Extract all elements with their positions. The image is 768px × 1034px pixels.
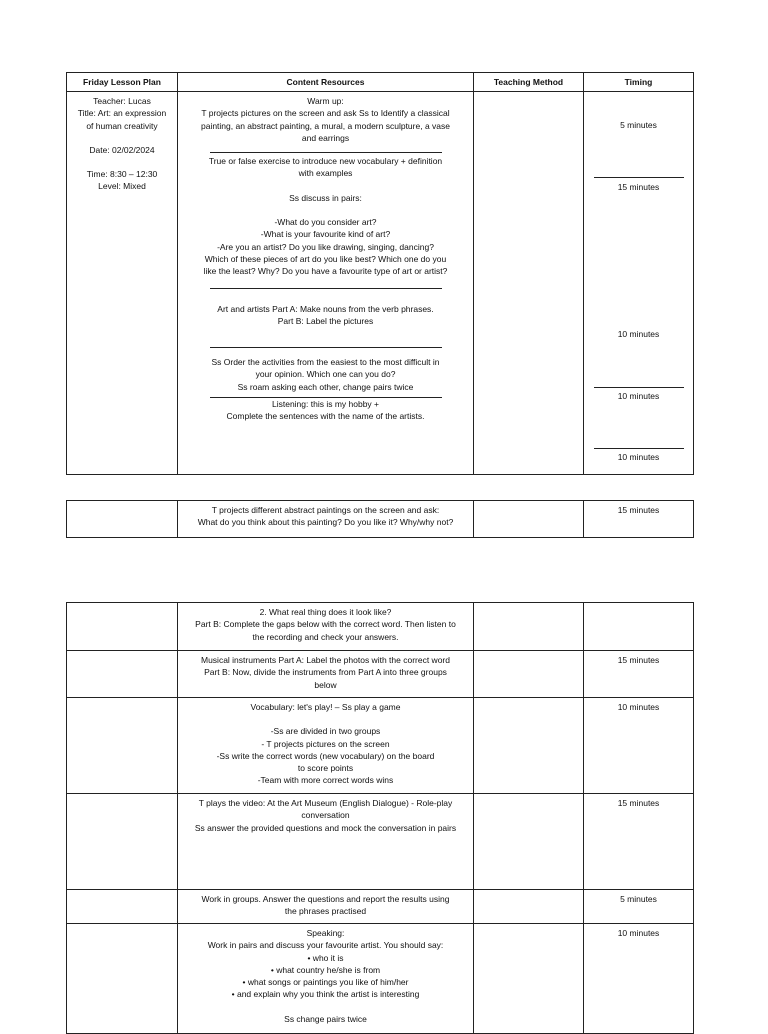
teaching-method-cell xyxy=(474,924,584,1034)
teaching-method-cell xyxy=(474,92,584,475)
lesson-title-line-1: Title: Art: an expression xyxy=(77,108,167,119)
empty-cell xyxy=(67,794,178,890)
lesson-row xyxy=(67,603,694,651)
content-cell xyxy=(178,501,474,538)
empty-cell xyxy=(67,890,178,924)
timing-cell: 15 minutes xyxy=(584,794,694,890)
timing-cell: 5 minutes xyxy=(584,890,694,924)
lesson-main-row xyxy=(67,92,694,475)
empty-cell xyxy=(67,924,178,1034)
warmup-text-line: painting, an abstract painting, a mural, a modern sculpture, a vase xyxy=(200,120,450,131)
empty-cell xyxy=(67,603,178,651)
lesson-row xyxy=(67,890,694,924)
content-line: Speaking: xyxy=(306,928,345,938)
timing-separator xyxy=(594,177,684,178)
activities-table xyxy=(66,602,694,1034)
discussion-question: like the least? Why? Do you have a favourite type of art or artist? xyxy=(203,266,448,277)
header-lesson-plan: Friday Lesson Plan xyxy=(67,73,178,92)
order-text-line: your opinion. Which one can you do? xyxy=(255,369,396,380)
warmup-text-line: and earrings xyxy=(301,132,350,143)
content-line: Ss change pairs twice xyxy=(284,1013,367,1024)
content-line: - T projects pictures on the screen xyxy=(261,738,390,749)
warmup-text-line: T projects pictures on the screen and ask Ss to Identify a classical xyxy=(201,108,450,119)
truefalse-text-line: True or false exercise to introduce new vocabulary + definition xyxy=(208,156,443,167)
lesson-row xyxy=(67,794,694,890)
content-line: -Ss are divided in two groups xyxy=(270,726,381,737)
spacer xyxy=(182,1001,469,1013)
content-resources-cell xyxy=(178,92,474,475)
content-line: 2. What real thing does it look like? xyxy=(259,607,392,617)
teaching-method-cell xyxy=(474,890,584,924)
header-content-resources: Content Resources xyxy=(178,73,474,92)
spacer xyxy=(182,289,469,303)
content-cell xyxy=(178,603,474,651)
lesson-plan-table xyxy=(66,72,694,475)
truefalse-text-line: with examples xyxy=(298,168,353,179)
lesson-row xyxy=(67,924,694,1034)
lesson-info-cell xyxy=(67,92,178,475)
teaching-method-cell xyxy=(474,794,584,890)
content-cell xyxy=(178,794,474,890)
timing-cell: 10 minutes xyxy=(584,924,694,1034)
teaching-method-cell xyxy=(474,603,584,651)
bullet-item: • what country he/she is from xyxy=(270,964,381,975)
lesson-title-line-2: of human creativity xyxy=(86,120,158,131)
separator-line xyxy=(210,152,442,153)
content-line: Work in pairs and discuss your favourite artist. You should say: xyxy=(207,940,444,951)
content-line: Musical instruments Part A: Label the photos with the correct word xyxy=(201,655,450,665)
content-line: -Team with more correct words wins xyxy=(257,775,394,786)
lesson-row xyxy=(67,698,694,794)
discussion-question: -What do you consider art? xyxy=(274,217,377,228)
lesson-row xyxy=(67,651,694,698)
timing-cell: 15 minutes xyxy=(584,651,694,698)
lesson-level: Level: Mixed xyxy=(98,181,146,192)
listening-text-line: Listening: this is my hobby + xyxy=(271,399,379,410)
listening-text-line: Complete the sentences with the name of the artists. xyxy=(226,411,425,422)
content-line: Part B: Now, divide the instruments from Part A into three groups xyxy=(204,667,447,678)
artists-text-line: Part B: Label the pictures xyxy=(277,315,374,326)
content-line: T plays the video: At the Art Museum (English Dialogue) - Role-play xyxy=(198,798,453,808)
timing-value: 10 minutes xyxy=(617,452,660,462)
content-line: below xyxy=(314,679,337,690)
timing-value: 15 minutes xyxy=(617,182,660,192)
discussion-question: Which of these pieces of art do you like best? Which one do you xyxy=(204,253,447,264)
content-line: -Ss write the correct words (new vocabulary) on the board xyxy=(216,750,435,761)
discuss-intro: Ss discuss in pairs: xyxy=(289,192,362,203)
discussion-question: -Are you an artist? Do you like drawing, singing, dancing? xyxy=(217,241,434,252)
content-line: conversation xyxy=(301,810,350,821)
empty-cell xyxy=(67,698,178,794)
timing-value: 10 minutes xyxy=(617,391,660,401)
content-line: What do you think about this painting? Do you like it? Why/why not? xyxy=(197,517,454,528)
content-cell xyxy=(178,698,474,794)
header-row xyxy=(67,73,694,92)
content-cell xyxy=(178,890,474,924)
teaching-method-cell xyxy=(474,501,584,538)
spacer xyxy=(182,180,469,192)
spacer xyxy=(71,132,173,144)
content-cell xyxy=(178,924,474,1034)
warmup-heading: Warm up: xyxy=(307,96,344,106)
lesson-date: Date: 02/02/2024 xyxy=(89,144,155,155)
timing-separator xyxy=(594,387,684,388)
timing-value: 5 minutes xyxy=(620,120,657,130)
content-cell xyxy=(178,651,474,698)
header-teaching-method: Teaching Method xyxy=(474,73,584,92)
content-line: the phrases practised xyxy=(284,906,367,917)
spacer xyxy=(182,348,469,356)
timing-value: 10 minutes xyxy=(617,329,660,339)
timing-cell xyxy=(584,92,694,475)
header-timing: Timing xyxy=(584,73,694,92)
content-line: T projects different abstract paintings on the screen and ask: xyxy=(211,505,440,515)
spacer xyxy=(71,156,173,168)
abstract-paintings-table xyxy=(66,500,694,538)
timing-separator xyxy=(594,448,684,449)
empty-cell xyxy=(67,501,178,538)
empty-cell xyxy=(67,651,178,698)
timing-cell: 10 minutes xyxy=(584,698,694,794)
lesson-time: Time: 8:30 – 12:30 xyxy=(86,169,158,180)
bullet-item: • what songs or paintings you like of him/her xyxy=(242,977,409,988)
order-text-line: Ss Order the activities from the easiest to the most difficult in xyxy=(211,357,440,368)
timing-cell xyxy=(584,603,694,651)
content-line: Part B: Complete the gaps below with the correct word. Then listen to xyxy=(195,619,456,630)
timing-cell: 15 minutes xyxy=(584,501,694,538)
content-line: to score points xyxy=(297,763,354,774)
content-line: Vocabulary: let's play! – Ss play a game xyxy=(250,702,401,712)
bullet-item: • and explain why you think the artist is interesting xyxy=(231,989,420,1000)
teaching-method-cell xyxy=(474,651,584,698)
teaching-method-cell xyxy=(474,698,584,794)
bullet-item: • who it is xyxy=(307,952,344,963)
artists-text-line: Art and artists Part A: Make nouns from the verb phrases. xyxy=(217,303,434,314)
order-text-line: Ss roam asking each other, change pairs twice xyxy=(237,381,414,392)
content-line: the recording and check your answers. xyxy=(252,631,399,642)
discussion-question: -What is your favourite kind of art? xyxy=(260,229,391,240)
lesson-row xyxy=(67,501,694,538)
teacher-name: Teacher: Lucas xyxy=(93,96,151,106)
spacer xyxy=(182,713,469,725)
content-line: Work in groups. Answer the questions and report the results using xyxy=(201,894,450,904)
spacer xyxy=(182,204,469,216)
content-line: Ss answer the provided questions and mock the conversation in pairs xyxy=(194,822,457,833)
